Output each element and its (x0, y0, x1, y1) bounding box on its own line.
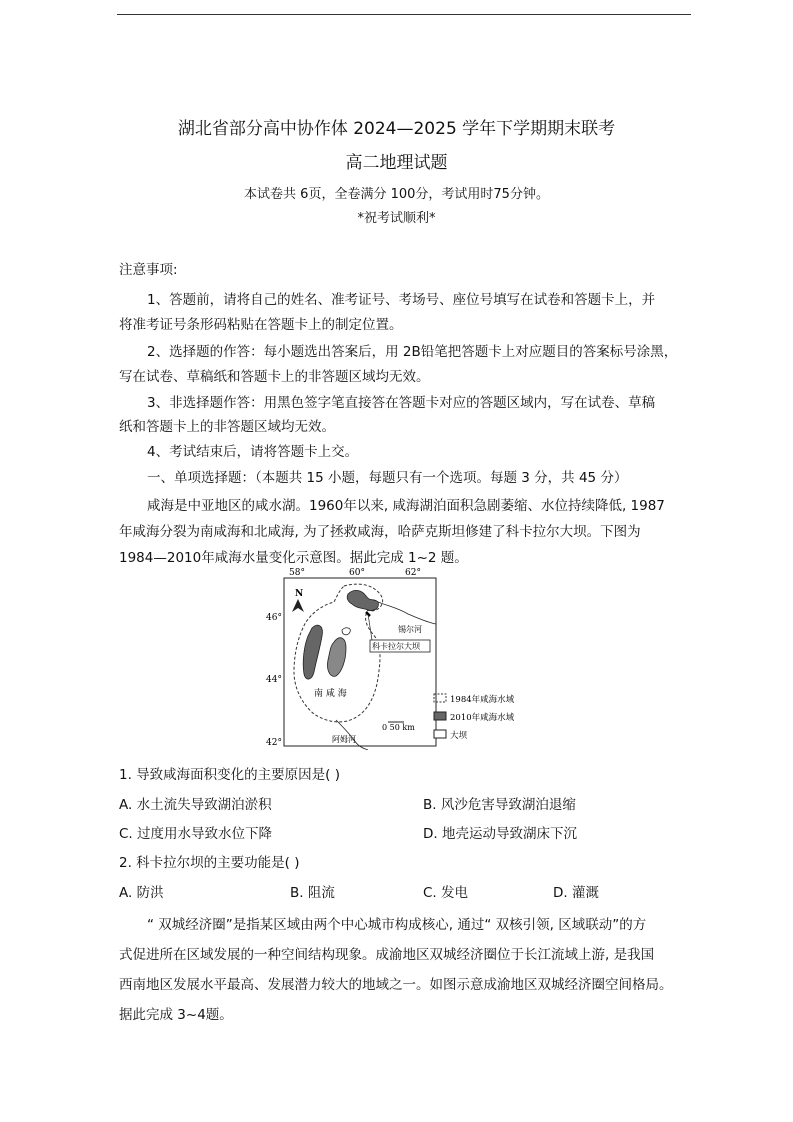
q2-stem: 2. 科卡拉尔坝的主要功能是( ) (119, 855, 300, 871)
lon-label-60: 60° (349, 568, 365, 578)
exam-info: 本试卷共 6页，全卷满分 100分，考试用时75分钟。 (244, 187, 549, 202)
q1-option-a[interactable]: A. 水土流失导致湖泊淤积 (119, 797, 272, 813)
lat-label-46: 46° (266, 613, 282, 623)
legend-2010-swatch (434, 712, 446, 720)
q1-option-b[interactable]: B. 风沙危害导致湖泊退缩 (423, 797, 576, 813)
note-4: 4、考试结束后，请将答题卡上交。 (147, 444, 359, 460)
q2-option-d[interactable]: D. 灌溉 (553, 885, 599, 901)
note-2-line2: 写在试卷、草稿纸和答题卡上的非答题区域均无效。 (119, 369, 430, 385)
syr-darya-label: 锡尔河 (398, 625, 422, 634)
q2-option-c[interactable]: C. 发电 (423, 885, 469, 901)
note-1-line1: 1、答题前，请将自己的姓名、准考证号、考场号、座位号填写在试卷和答题卡上，并 (147, 292, 656, 308)
passage1-line3: 1984—2010年咸海水量变化示意图。据此完成 1~2 题。 (119, 550, 468, 566)
notes-heading: 注意事项: (119, 262, 178, 278)
island-small (342, 628, 350, 635)
note-2-line1: 2、选择题的作答：每小题选出答案后，用 2B铅笔把答题卡上对应题目的答案标号涂黑， (147, 344, 678, 360)
note-3-line2: 纸和答题卡上的非答题区域均无效。 (119, 419, 335, 435)
legend-2010-label: 2010年咸海水域 (450, 713, 515, 723)
exam-wish: *祝考试顺利* (357, 211, 436, 226)
passage2-line4: 据此完成 3~4题。 (119, 1007, 233, 1023)
aral-sea-map (262, 564, 534, 750)
q2-option-a[interactable]: A. 防洪 (119, 885, 164, 901)
lat-label-42: 42° (266, 738, 282, 748)
section-heading: 一、单项选择题：（本题共 15 小题，每题只有一个选项。每题 3 分，共 45 分） (147, 470, 628, 486)
q1-option-c[interactable]: C. 过度用水导致水位下降 (119, 826, 273, 842)
note-3-line1: 3、非选择题作答：用黑色签字笔直接答在答题卡对应的答题区域内，写在试卷、草稿 (147, 395, 656, 411)
amu-darya-label: 阿姆河 (332, 735, 356, 744)
north-label: N (295, 589, 304, 599)
legend-dam-label: 大坝 (450, 731, 468, 741)
passage2-line2: 式促进所在区域发展的一种空间结构现象。成渝地区双城经济圈位于长江流域上游, 是我国 (119, 947, 655, 963)
scale-label: 0 50 km (382, 723, 415, 732)
q1-stem: 1. 导致咸海面积变化的主要原因是( ) (119, 767, 340, 783)
passage2-line1: “ 双城经济圈”是指某区域由两个中心城市构成核心, 通过“ 双核引领, 区域联动”的方 (147, 917, 647, 933)
south-aral-label: 南 咸 海 (314, 689, 347, 699)
dam-label: 科卡拉尔大坝 (372, 642, 420, 651)
legend-dam-swatch (434, 730, 446, 738)
exam-title: 湖北省部分高中协作体 2024—2025 学年下学期期末联考 (177, 119, 616, 139)
note-1-line2: 将准考证号条形码粘贴在答题卡上的制定位置。 (119, 317, 403, 333)
passage1-line1: 咸海是中亚地区的咸水湖。1960年以来, 咸海湖泊面积急剧萎缩、水位持续降低, 1987 (147, 498, 665, 514)
header-rule (117, 14, 691, 15)
legend-1984-label: 1984年咸海水域 (450, 695, 515, 705)
lon-label-58: 58° (289, 568, 305, 578)
lat-label-44: 44° (266, 675, 282, 685)
exam-subtitle: 高二地理试题 (345, 153, 448, 173)
passage1-line2: 年咸海分裂为南咸海和北咸海, 为了拯救咸海，哈萨克斯坦修建了科卡拉尔大坝。下图为 (119, 524, 641, 540)
lon-label-62: 62° (405, 568, 421, 578)
q1-option-d[interactable]: D. 地壳运动导致湖床下沉 (423, 826, 577, 842)
q2-option-b[interactable]: B. 阻流 (290, 885, 335, 901)
passage2-line3: 西南地区发展水平最高、发展潜力较大的地域之一。如图示意成渝地区双城经济圈空间格局。 (119, 977, 673, 993)
